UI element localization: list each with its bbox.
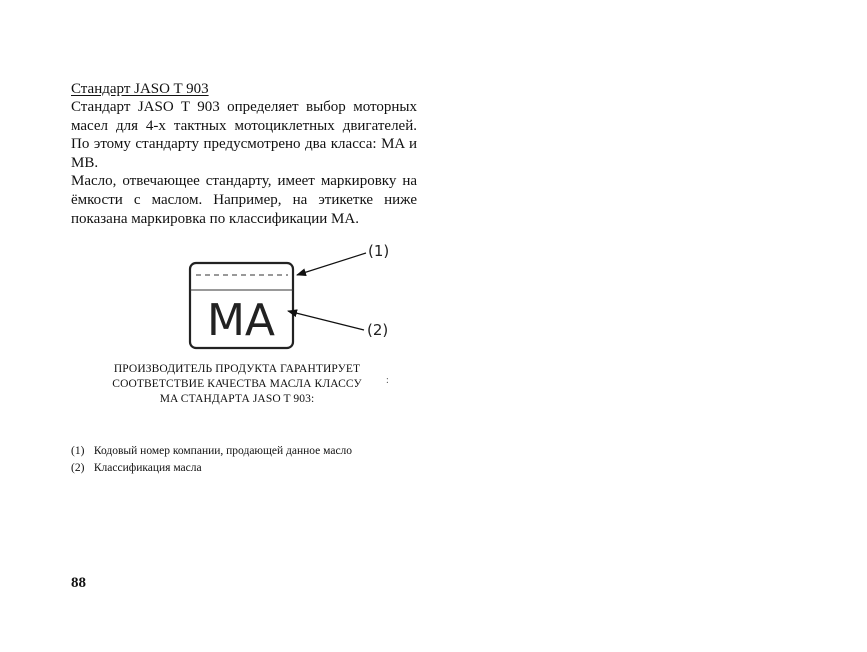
label-class-text: MA [206,295,276,346]
page-number: 88 [71,575,86,591]
legend-number: (2) [71,461,85,474]
stray-print-mark: : [386,375,389,386]
paragraph-2: Масло, отвечающее стандарту, имеет маркировку на ёмкости с маслом. Например, на этикетке ниже показана маркировка по классификации MA. [71,173,417,227]
oil-label-diagram [180,238,410,350]
guarantee-statement [92,362,382,407]
callout-arrow-2 [288,311,364,330]
guarantee-line-3: MA СТАНДАРТА JASO T 903: [159,393,315,405]
oil-label-figure [180,238,410,350]
legend-text: Кодовый номер компании, продающей данное масло [93,445,353,457]
legend-item [71,443,352,460]
guarantee-line-2: СООТВЕТСТВИЕ КАЧЕСТВА МАСЛА КЛАССУ [112,378,362,390]
legend-text: Классификация масла [93,461,202,474]
callout-label-2: (2) [367,321,389,339]
legend-number: (1) [71,445,85,457]
callout-label-1: (1) [368,242,390,260]
callout-arrow-1 [297,253,366,275]
paragraph-1: Стандарт JASO T 903 определяет выбор моторных масел для 4-х тактных мотоциклетных двигателей. По этому стандарту предусмотрено два класса: MA и MB. [71,99,417,171]
body-text [71,98,417,228]
section-title: Стандарт JASO T 903 [71,81,209,97]
figure-legend [71,443,352,476]
legend-item [71,460,352,477]
guarantee-line-1: ПРОИЗВОДИТЕЛЬ ПРОДУКТА ГАРАНТИРУЕТ [113,363,361,375]
